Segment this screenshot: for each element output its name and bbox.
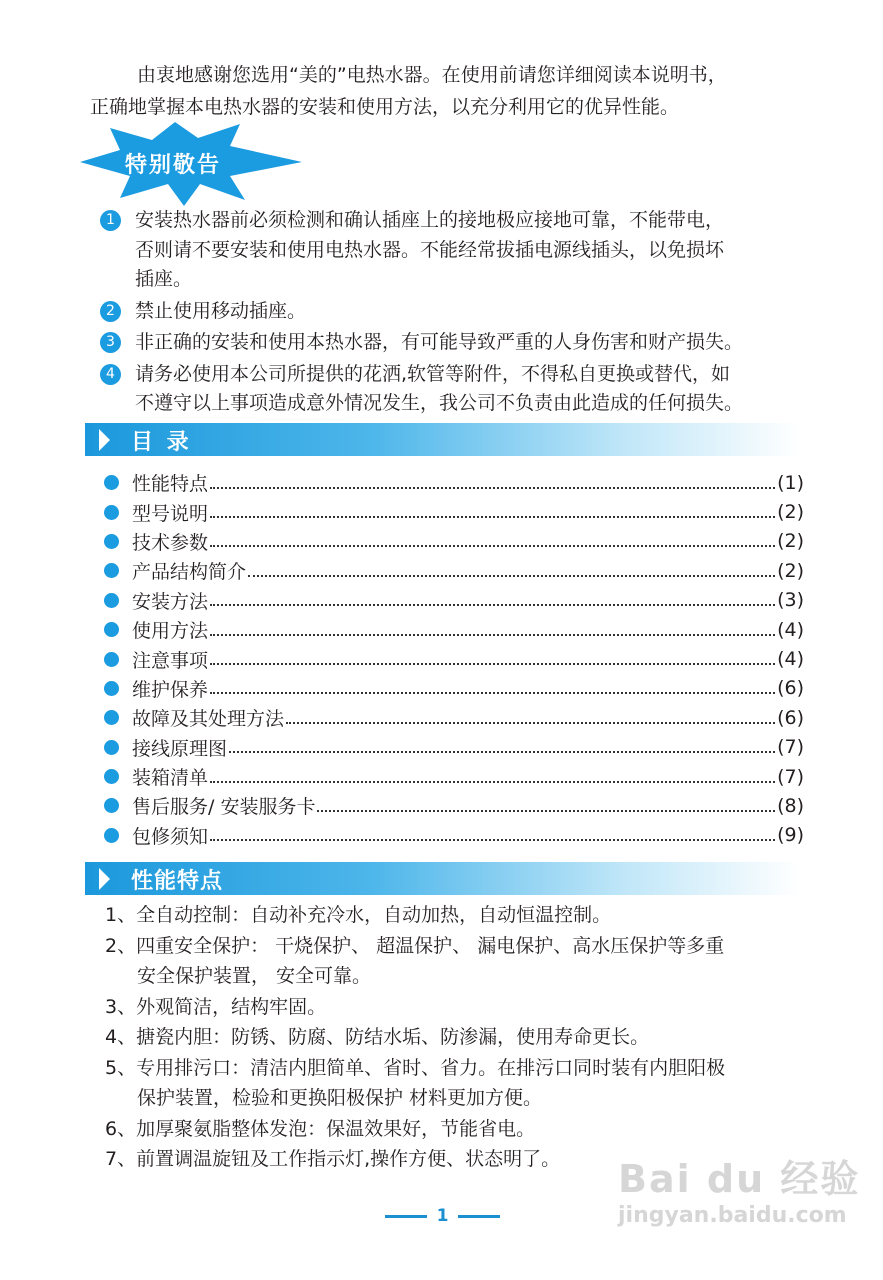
toc-item [104,615,804,644]
warning-item [100,297,820,327]
warning-text-line: 请务必使用本公司所提供的花洒,软管等附件，不得私自更换或替代，如 [135,362,731,385]
toc-item-label: 装箱清单 [132,767,209,790]
dot-leader [210,781,775,783]
feature-line: 安全保护装置， 安全可靠。 [137,965,372,987]
toc-item-label: 产品结构简介 [132,561,247,584]
warning-item [100,328,820,358]
toc-item-page: (9) [777,824,804,847]
toc-item [104,586,804,615]
feature-line: 1、全自动控制：自动补充冷水，自动加热，自动恒温控制。 [105,904,612,926]
bullet-icon [104,505,119,520]
toc-item-page: (2) [777,530,804,553]
dot-leader [317,810,775,812]
number-badge-icon: 4 [100,364,121,385]
page-number [385,1206,500,1226]
bullet-icon [104,563,119,578]
page-number-text: 1 [436,1206,449,1226]
warning-text-line: 否则请不要安装和使用电热水器。不能经常拔插电源线插头，以免损坏 [135,238,725,261]
divider [385,1215,427,1218]
toc-item-label: 售后服务/ 安装服务卡 [132,796,316,819]
features-title: 性能特点 [131,869,224,894]
divider [458,1215,500,1218]
triangle-icon [99,868,110,890]
toc-item-label: 性能特点 [132,473,209,496]
toc-item [104,497,804,526]
toc-item-page: (7) [777,765,804,788]
dot-leader [210,634,775,636]
toc-item-label: 安装方法 [132,590,209,613]
warning-text-line: 禁止使用移动插座。 [135,299,307,322]
warning-item [100,206,820,295]
bullet-icon [104,652,119,667]
table-of-contents [104,468,804,850]
toc-item [104,674,804,703]
toc-item-label: 维护保养 [132,678,209,701]
dot-leader [210,545,775,547]
warning-text-line: 不遵守以上事项造成意外情况发生，我公司不负责由此造成的任何损失。 [135,392,744,414]
features-list [105,900,725,1175]
warning-text-line: 插座。 [135,268,193,290]
toc-item [104,733,804,762]
feature-line: 3、外观简洁，结构牢固。 [105,995,327,1018]
toc-item [104,468,804,497]
bullet-icon [104,828,119,843]
warning-title: 特别敬告 [125,153,222,178]
intro-line-2: 正确地掌握本电热水器的安装和使用方法，以充分利用它的优异性能。 [90,96,680,118]
dot-leader [229,751,775,753]
bullet-icon [104,769,119,784]
warning-text-line: 安装热水器前必须检测和确认插座上的接地极应接地可靠，不能带电， [135,209,725,231]
bullet-icon [104,710,119,725]
toc-item [104,703,804,732]
toc-item-label: 接线原理图 [132,737,228,760]
toc-item-page: (6) [777,677,804,700]
toc-item-label: 使用方法 [132,620,209,643]
feature-line: 4、搪瓷内胆：防锈、防腐、防结水垢、防渗漏，使用寿命更长。 [105,1026,650,1048]
feature-line: 7、前置调温旋钮及工作指示灯,操作方便、状态明了。 [105,1148,561,1170]
toc-header [85,423,800,456]
toc-item-page: (2) [777,559,804,582]
watermark-brand: Bai du 经验 [618,1157,861,1201]
toc-item-page: (4) [777,648,804,671]
number-badge-icon: 3 [100,332,121,353]
bullet-icon [104,798,119,813]
toc-item-page: (1) [777,471,804,494]
dot-leader [286,722,775,724]
dot-leader [210,487,775,489]
feature-line: 5、专用排污口：清洁内胆简单、省时、省力。在排污口同时装有内胆阳极 [105,1056,726,1079]
dot-leader [210,663,775,665]
bullet-icon [104,593,119,608]
dot-leader [248,575,775,577]
toc-item [104,644,804,673]
toc-item-label: 包修须知 [132,825,209,848]
toc-item-page: (8) [777,794,804,817]
feature-line: 2、四重安全保护： 干烧保护、 超温保护、 漏电保护、高水压保护等多重 [105,934,725,957]
toc-item [104,527,804,556]
bullet-icon [104,681,119,696]
warning-list [100,206,820,421]
triangle-icon [99,429,110,451]
bullet-icon [104,622,119,637]
watermark-url: jingyan.baidu.com [618,1203,847,1228]
features-header [85,862,800,895]
toc-item-label: 技术参数 [132,531,209,554]
bullet-icon [104,740,119,755]
toc-item-page: (2) [777,501,804,524]
warning-item [100,360,820,419]
toc-item-page: (7) [777,736,804,759]
toc-title: 目 录 [131,430,192,455]
toc-item-page: (3) [777,589,804,612]
number-badge-icon: 1 [100,210,121,231]
toc-item [104,762,804,791]
toc-item [104,791,804,820]
toc-item-label: 型号说明 [132,502,209,525]
toc-item-page: (4) [777,618,804,641]
intro-line-1: 由衷地感谢您选用“美的”电热水器。在使用前请您详细阅读本说明书， [137,64,727,86]
watermark [618,1148,860,1228]
feature-line: 保护装置，检验和更换阳极保护 材料更加方便。 [137,1087,543,1109]
number-badge-icon: 2 [100,301,121,322]
dot-leader [210,839,775,841]
bullet-icon [104,534,119,549]
dot-leader [210,692,775,694]
dot-leader [210,604,775,606]
bullet-icon [104,475,119,490]
toc-item-label: 故障及其处理方法 [132,708,285,731]
toc-item-label: 注意事项 [132,649,209,672]
toc-item-page: (6) [777,706,804,729]
toc-item [104,821,804,850]
toc-item [104,556,804,585]
dot-leader [210,516,775,518]
warning-text-line: 非正确的安装和使用本热水器，有可能导致严重的人身伤害和财产损失。 [135,331,744,353]
feature-line: 6、加厚聚氨脂整体发泡：保温效果好，节能省电。 [105,1117,536,1140]
